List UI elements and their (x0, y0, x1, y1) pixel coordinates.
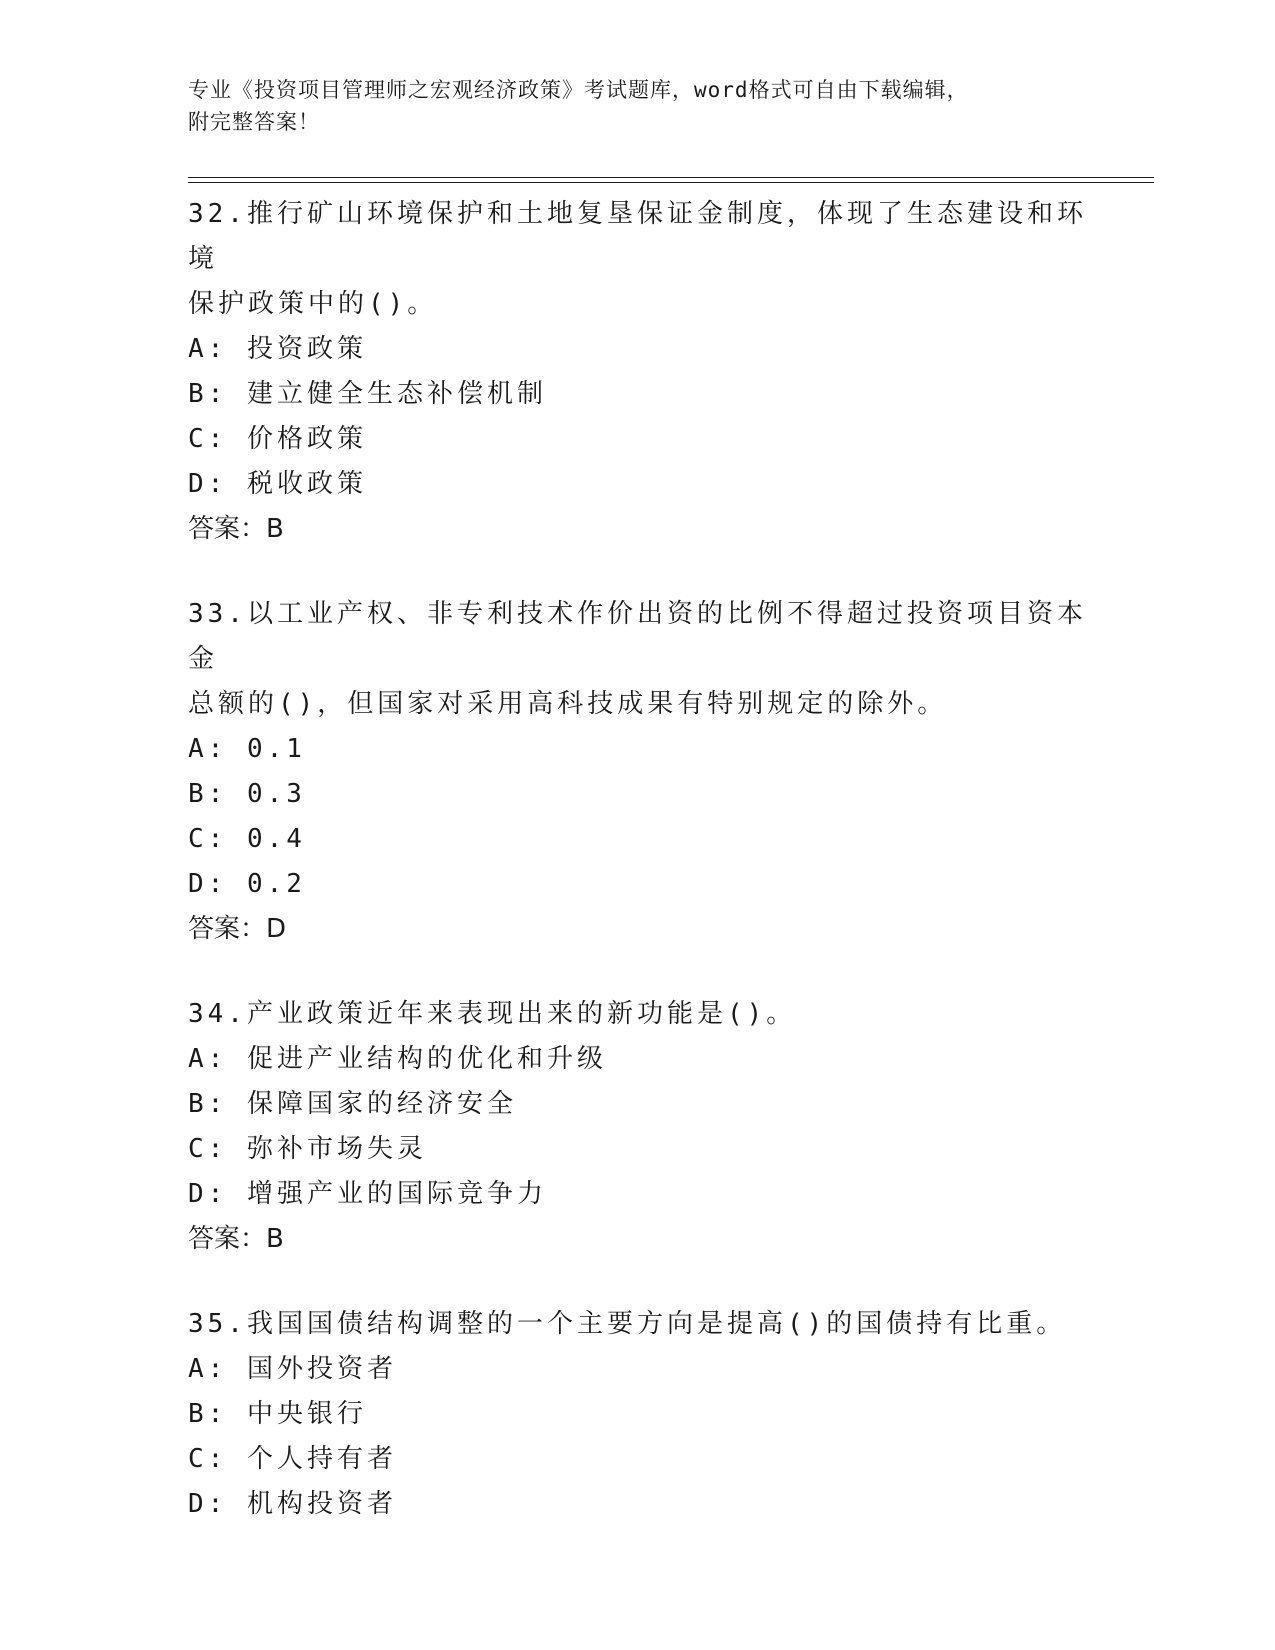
question-35 (188, 1302, 1088, 1527)
option-b: B: 0.3 (188, 779, 306, 809)
answer-label: 答案：D (188, 914, 287, 944)
option-c: C: 个人持有者 (188, 1444, 397, 1474)
question-stem: 34.产业政策近年来表现出来的新功能是()。 (188, 999, 797, 1029)
option-d: D: 0.2 (188, 869, 306, 899)
question-stem: 32.推行矿山环境保护和土地复垦保证金制度，体现了生态建设和环境 (188, 199, 1087, 274)
option-c: C: 弥补市场失灵 (188, 1134, 427, 1164)
option-a: A: 投资政策 (188, 334, 367, 364)
option-d: D: 增强产业的国际竞争力 (188, 1179, 547, 1209)
option-a: A: 促进产业结构的优化和升级 (188, 1044, 607, 1074)
answer-label: 答案：B (188, 1224, 284, 1254)
question-stem: 35.我国国债结构调整的一个主要方向是提高()的国债持有比重。 (188, 1309, 1067, 1339)
header-divider-bottom (188, 182, 1154, 183)
option-d: D: 机构投资者 (188, 1489, 397, 1519)
question-34 (188, 992, 1088, 1262)
option-b: B: 中央银行 (188, 1399, 367, 1429)
option-a: A: 国外投资者 (188, 1354, 397, 1384)
option-b: B: 保障国家的经济安全 (188, 1089, 517, 1119)
question-list (188, 192, 1088, 1567)
header-divider-top (188, 177, 1154, 178)
question-stem: 总额的()，但国家对采用高科技成果有特别规定的除外。 (188, 689, 948, 719)
header-line-2: 附完整答案！ (188, 110, 320, 134)
option-c: C: 价格政策 (188, 424, 367, 454)
question-33 (188, 592, 1088, 952)
option-b: B: 建立健全生态补偿机制 (188, 379, 547, 409)
question-stem: 保护政策中的()。 (188, 289, 438, 319)
option-c: C: 0.4 (188, 824, 306, 854)
option-a: A: 0.1 (188, 734, 306, 764)
question-stem: 33.以工业产权、非专利技术作价出资的比例不得超过投资项目资本金 (188, 599, 1087, 674)
question-32 (188, 192, 1088, 552)
answer-label: 答案：B (188, 514, 284, 544)
option-d: D: 税收政策 (188, 469, 367, 499)
document-header (188, 74, 1088, 138)
header-line-1: 专业《投资项目管理师之宏观经济政策》考试题库，word格式可自由下载编辑， (188, 78, 969, 102)
